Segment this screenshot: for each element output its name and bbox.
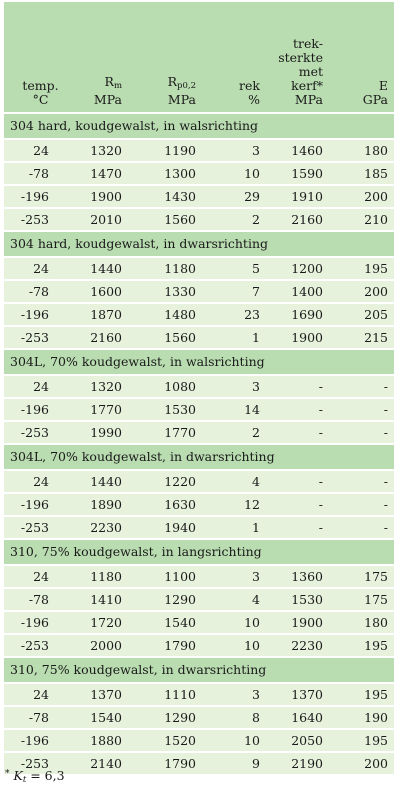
table-row [4, 398, 394, 421]
properties-table [4, 2, 394, 776]
elongation-cell: 29 [202, 185, 266, 208]
modulus-cell: - [329, 516, 394, 539]
notched-strength-cell: 1640 [266, 706, 329, 729]
elongation-cell: 3 [202, 139, 266, 162]
temperature-cell: -196 [4, 493, 77, 516]
modulus-cell: 195 [329, 729, 394, 752]
header-elongation: rek % [202, 2, 266, 113]
rm-cell: 1440 [77, 257, 128, 280]
rp-cell: 1560 [128, 326, 202, 349]
group-header-row [4, 113, 394, 139]
temperature-cell: 24 [4, 257, 77, 280]
rp-cell: 1110 [128, 683, 202, 706]
header-row [4, 2, 394, 113]
elongation-cell: 10 [202, 634, 266, 657]
temperature-cell: -253 [4, 421, 77, 444]
rm-cell: 2000 [77, 634, 128, 657]
temperature-cell: -253 [4, 752, 77, 775]
rm-cell: 1410 [77, 588, 128, 611]
notched-strength-cell: - [266, 421, 329, 444]
temperature-cell: -78 [4, 706, 77, 729]
rm-cell: 1180 [77, 565, 128, 588]
temperature-cell: -196 [4, 611, 77, 634]
modulus-cell: 180 [329, 611, 394, 634]
modulus-cell: 205 [329, 303, 394, 326]
modulus-cell: 210 [329, 208, 394, 231]
modulus-cell: 200 [329, 280, 394, 303]
table-row [4, 139, 394, 162]
notched-strength-cell: 2160 [266, 208, 329, 231]
group-header-row [4, 539, 394, 565]
elongation-cell: 1 [202, 516, 266, 539]
modulus-cell: 175 [329, 565, 394, 588]
temperature-cell: -196 [4, 398, 77, 421]
temperature-cell: -253 [4, 516, 77, 539]
notched-strength-cell: 1460 [266, 139, 329, 162]
table-row [4, 280, 394, 303]
group-header-row [4, 231, 394, 257]
rp-cell: 1530 [128, 398, 202, 421]
properties-table-panel [4, 2, 394, 776]
elongation-cell: 14 [202, 398, 266, 421]
table-row [4, 208, 394, 231]
group-header-row [4, 657, 394, 683]
rm-cell: 2140 [77, 752, 128, 775]
modulus-cell: 195 [329, 683, 394, 706]
table-row [4, 493, 394, 516]
modulus-cell: - [329, 398, 394, 421]
header-elastic-modulus: E GPa [329, 2, 394, 113]
temperature-cell: -78 [4, 588, 77, 611]
table-row [4, 326, 394, 349]
notched-strength-cell: 2190 [266, 752, 329, 775]
elongation-cell: 5 [202, 257, 266, 280]
elongation-cell: 3 [202, 565, 266, 588]
notched-strength-cell: - [266, 375, 329, 398]
modulus-cell: - [329, 375, 394, 398]
table-body [4, 113, 394, 775]
table-row [4, 706, 394, 729]
temperature-cell: -196 [4, 303, 77, 326]
table-row [4, 303, 394, 326]
modulus-cell: - [329, 493, 394, 516]
rp-cell: 1190 [128, 139, 202, 162]
group-title: 310, 75% koudgewalst, in langsrichting [4, 539, 394, 565]
rp-cell: 1300 [128, 162, 202, 185]
elongation-cell: 10 [202, 611, 266, 634]
rm-cell: 1770 [77, 398, 128, 421]
rm-cell: 1440 [77, 470, 128, 493]
notched-strength-cell: 1690 [266, 303, 329, 326]
rm-cell: 1470 [77, 162, 128, 185]
modulus-cell: 175 [329, 588, 394, 611]
rp-cell: 1790 [128, 634, 202, 657]
table-row [4, 162, 394, 185]
modulus-cell: 190 [329, 706, 394, 729]
rp-cell: 1430 [128, 185, 202, 208]
temperature-cell: 24 [4, 470, 77, 493]
table-row [4, 565, 394, 588]
modulus-cell: 180 [329, 139, 394, 162]
elongation-cell: 7 [202, 280, 266, 303]
temperature-cell: -253 [4, 208, 77, 231]
rm-cell: 1720 [77, 611, 128, 634]
notched-strength-cell: 1200 [266, 257, 329, 280]
rm-cell: 1320 [77, 375, 128, 398]
rm-cell: 1600 [77, 280, 128, 303]
temperature-cell: -253 [4, 326, 77, 349]
footnote: * Kt = 6,3 [5, 768, 65, 785]
notched-strength-cell: 1360 [266, 565, 329, 588]
rp-cell: 1100 [128, 565, 202, 588]
group-title: 304L, 70% koudgewalst, in walsrichting [4, 349, 394, 375]
elongation-cell: 9 [202, 752, 266, 775]
rm-cell: 2230 [77, 516, 128, 539]
rp-cell: 1770 [128, 421, 202, 444]
rm-cell: 1870 [77, 303, 128, 326]
modulus-cell: 215 [329, 326, 394, 349]
rp-cell: 1330 [128, 280, 202, 303]
rp-cell: 1560 [128, 208, 202, 231]
elongation-cell: 1 [202, 326, 266, 349]
modulus-cell: 200 [329, 752, 394, 775]
rp-cell: 1630 [128, 493, 202, 516]
rp-cell: 1520 [128, 729, 202, 752]
notched-strength-cell: - [266, 470, 329, 493]
table-row [4, 729, 394, 752]
temperature-cell: -78 [4, 162, 77, 185]
elongation-cell: 3 [202, 683, 266, 706]
elongation-cell: 10 [202, 729, 266, 752]
temperature-cell: 24 [4, 565, 77, 588]
temperature-cell: -196 [4, 729, 77, 752]
rp-cell: 1790 [128, 752, 202, 775]
rp-cell: 1290 [128, 588, 202, 611]
header-tensile-strength: $R_m$ MPa [77, 2, 128, 113]
elongation-cell: 4 [202, 470, 266, 493]
rp-cell: 1080 [128, 375, 202, 398]
notched-strength-cell: 1370 [266, 683, 329, 706]
temperature-cell: -196 [4, 185, 77, 208]
notched-strength-cell: 1400 [266, 280, 329, 303]
rm-cell: 2160 [77, 326, 128, 349]
table-row [4, 375, 394, 398]
rp-cell: 1540 [128, 611, 202, 634]
temperature-cell: -253 [4, 634, 77, 657]
rp-cell: 1220 [128, 470, 202, 493]
rp-cell: 1480 [128, 303, 202, 326]
rp-cell: 1290 [128, 706, 202, 729]
table-row [4, 588, 394, 611]
group-header-row [4, 349, 394, 375]
temperature-cell: 24 [4, 139, 77, 162]
table-row [4, 611, 394, 634]
rm-cell: 1900 [77, 185, 128, 208]
rm-cell: 1540 [77, 706, 128, 729]
header-yield-strength: $R_{p0,2}$ MPa [128, 2, 202, 113]
header-notched-tensile-strength: trek- sterkte met kerf* MPa [266, 2, 329, 113]
notched-strength-cell: 1590 [266, 162, 329, 185]
modulus-cell: 195 [329, 257, 394, 280]
group-title: 310, 75% koudgewalst, in dwarsrichting [4, 657, 394, 683]
modulus-cell: 200 [329, 185, 394, 208]
rm-cell: 1890 [77, 493, 128, 516]
temperature-cell: 24 [4, 375, 77, 398]
rp-cell: 1940 [128, 516, 202, 539]
rm-cell: 1990 [77, 421, 128, 444]
elongation-cell: 23 [202, 303, 266, 326]
modulus-cell: - [329, 421, 394, 444]
notched-strength-cell: 2050 [266, 729, 329, 752]
rp-cell: 1180 [128, 257, 202, 280]
notched-strength-cell: 1910 [266, 185, 329, 208]
elongation-cell: 8 [202, 706, 266, 729]
elongation-cell: 12 [202, 493, 266, 516]
notched-strength-cell: 2230 [266, 634, 329, 657]
table-row [4, 185, 394, 208]
modulus-cell: - [329, 470, 394, 493]
group-title: 304 hard, koudgewalst, in dwarsrichting [4, 231, 394, 257]
rm-cell: 2010 [77, 208, 128, 231]
notched-strength-cell: 1900 [266, 611, 329, 634]
table-row [4, 634, 394, 657]
elongation-cell: 2 [202, 421, 266, 444]
temperature-cell: 24 [4, 683, 77, 706]
temperature-cell: -78 [4, 280, 77, 303]
group-header-row [4, 444, 394, 470]
group-title: 304 hard, koudgewalst, in walsrichting [4, 113, 394, 139]
notched-strength-cell: - [266, 516, 329, 539]
table-row [4, 683, 394, 706]
notched-strength-cell: - [266, 493, 329, 516]
rm-cell: 1320 [77, 139, 128, 162]
table-row [4, 516, 394, 539]
notched-strength-cell: - [266, 398, 329, 421]
modulus-cell: 185 [329, 162, 394, 185]
notched-strength-cell: 1900 [266, 326, 329, 349]
table-row [4, 421, 394, 444]
elongation-cell: 4 [202, 588, 266, 611]
elongation-cell: 3 [202, 375, 266, 398]
modulus-cell: 195 [329, 634, 394, 657]
header-temperature: temp. °C [4, 2, 77, 113]
rm-cell: 1880 [77, 729, 128, 752]
table-row [4, 470, 394, 493]
group-title: 304L, 70% koudgewalst, in dwarsrichting [4, 444, 394, 470]
table-row [4, 257, 394, 280]
notched-strength-cell: 1530 [266, 588, 329, 611]
elongation-cell: 10 [202, 162, 266, 185]
rm-cell: 1370 [77, 683, 128, 706]
elongation-cell: 2 [202, 208, 266, 231]
